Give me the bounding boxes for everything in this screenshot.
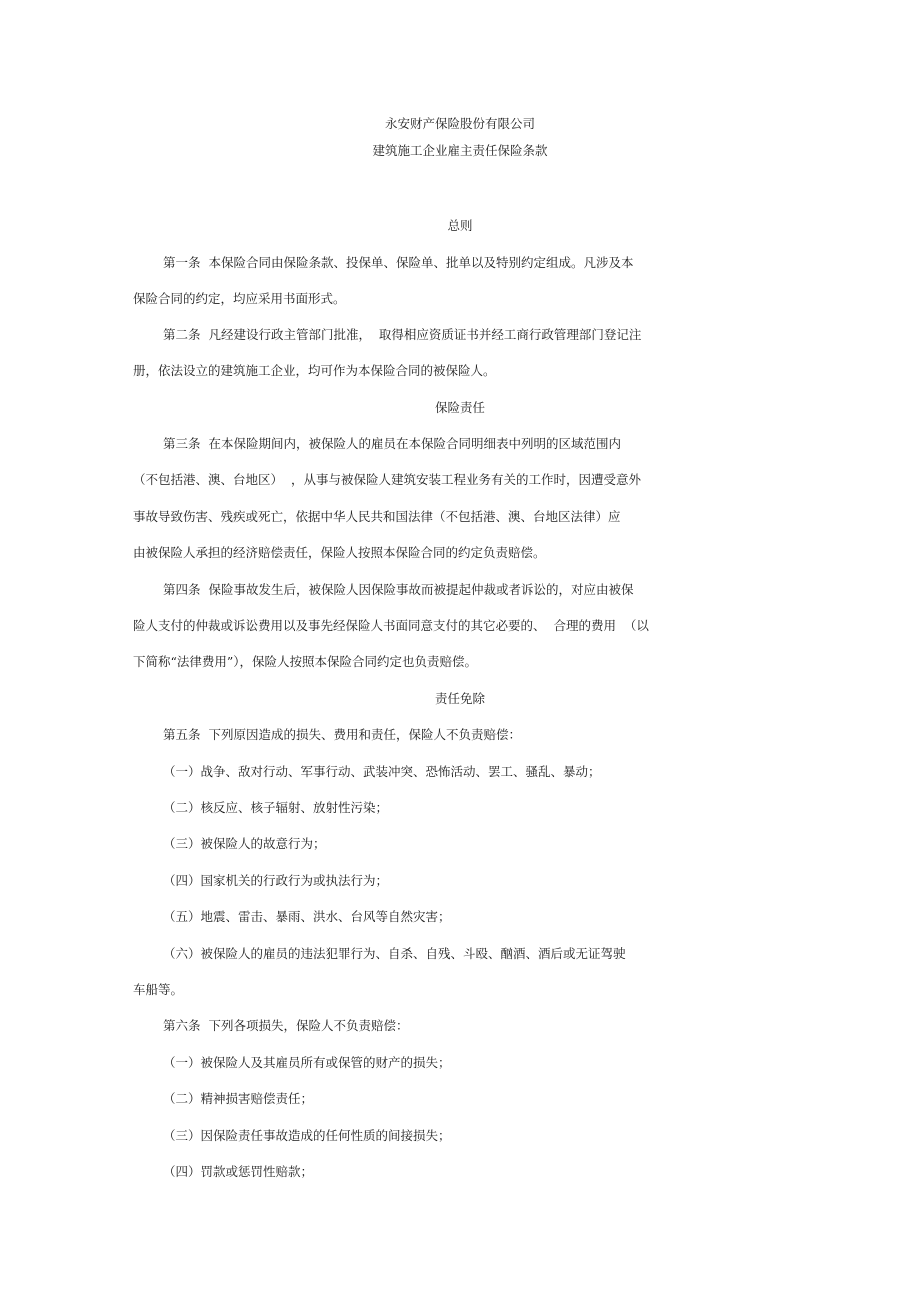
section-heading-general: 总则 bbox=[447, 218, 473, 233]
article-6-intro: 第六条 下列各项损失，保险人不负责赔偿： bbox=[163, 1018, 409, 1033]
document-title: 建筑施工企业雇主责任保险条款 bbox=[372, 143, 548, 158]
section-heading-liability: 保险责任 bbox=[434, 400, 485, 415]
article-5-item-1: （一）战争、敌对行动、军事行动、武装冲突、恐怖活动、罢工、骚乱、暴动； bbox=[163, 764, 601, 779]
article-3-line-2: （不包括港、澳、台地区） ，从事与被保险人建筑安装工程业务有关的工作时，因遭受意外 bbox=[133, 472, 641, 487]
section-heading-exclusions: 责任免除 bbox=[434, 691, 485, 706]
article-3-line-3: 事故导致伤害、残疾或死亡，依据中华人民共和国法律（不包括港、澳、台地区法律）应 bbox=[133, 509, 621, 524]
company-name: 永安财产保险股份有限公司 bbox=[384, 116, 535, 131]
article-2-line-1: 第二条 凡经建设行政主管部门批准， 取得相应资质证书并经工商行政管理部门登记注 bbox=[163, 327, 642, 342]
article-5-intro: 第五条 下列原因造成的损失、费用和责任，保险人不负责赔偿： bbox=[163, 727, 521, 742]
article-4-line-2: 险人支付的仲裁或诉讼费用以及事先经保险人书面同意支付的其它必要的、 合理的费用 （以 bbox=[133, 618, 649, 633]
article-5-item-4: （四）国家机关的行政行为或执法行为； bbox=[163, 873, 389, 888]
article-5-item-6-line-2: 车船等。 bbox=[133, 982, 184, 997]
article-1-line-1: 第一条 本保险合同由保险条款、投保单、保险单、批单以及特别约定组成。凡涉及本 bbox=[163, 255, 634, 270]
article-6-item-1: （一）被保险人及其雇员所有或保管的财产的损失； bbox=[163, 1055, 451, 1070]
article-4-line-3: 下简称“法律费用”），保险人按照本保险合同约定也负责赔偿。 bbox=[133, 654, 478, 669]
article-3-line-4: 由被保险人承担的经济赔偿责任，保险人按照本保险合同的约定负责赔偿。 bbox=[133, 545, 546, 560]
article-5-item-3: （三）被保险人的故意行为； bbox=[163, 836, 326, 851]
article-3-line-1: 第三条 在本保险期间内，被保险人的雇员在本保险合同明细表中列明的区域范围内 bbox=[163, 436, 621, 451]
article-6-item-3: （三）因保险责任事故造成的任何性质的间接损失； bbox=[163, 1128, 451, 1143]
article-4-line-1: 第四条 保险事故发生后，被保险人因保险事故而被提起仲裁或者诉讼的，对应由被保 bbox=[163, 582, 634, 597]
article-5-item-5: （五）地震、雷击、暴雨、洪水、台风等自然灾害； bbox=[163, 909, 451, 924]
article-2-line-2: 册，依法设立的建筑施工企业，均可作为本保险合同的被保险人。 bbox=[133, 363, 496, 378]
article-1-line-2: 保险合同的约定，均应采用书面形式。 bbox=[133, 291, 346, 306]
article-6-item-4: （四）罚款或惩罚性赔款； bbox=[163, 1164, 314, 1179]
article-5-item-6-line-1: （六）被保险人的雇员的违法犯罪行为、自杀、自残、斗殴、酗酒、酒后或无证驾驶 bbox=[163, 946, 626, 961]
article-5-item-2: （二）核反应、核子辐射、放射性污染； bbox=[163, 800, 389, 815]
article-6-item-2: （二）精神损害赔偿责任； bbox=[163, 1091, 314, 1106]
